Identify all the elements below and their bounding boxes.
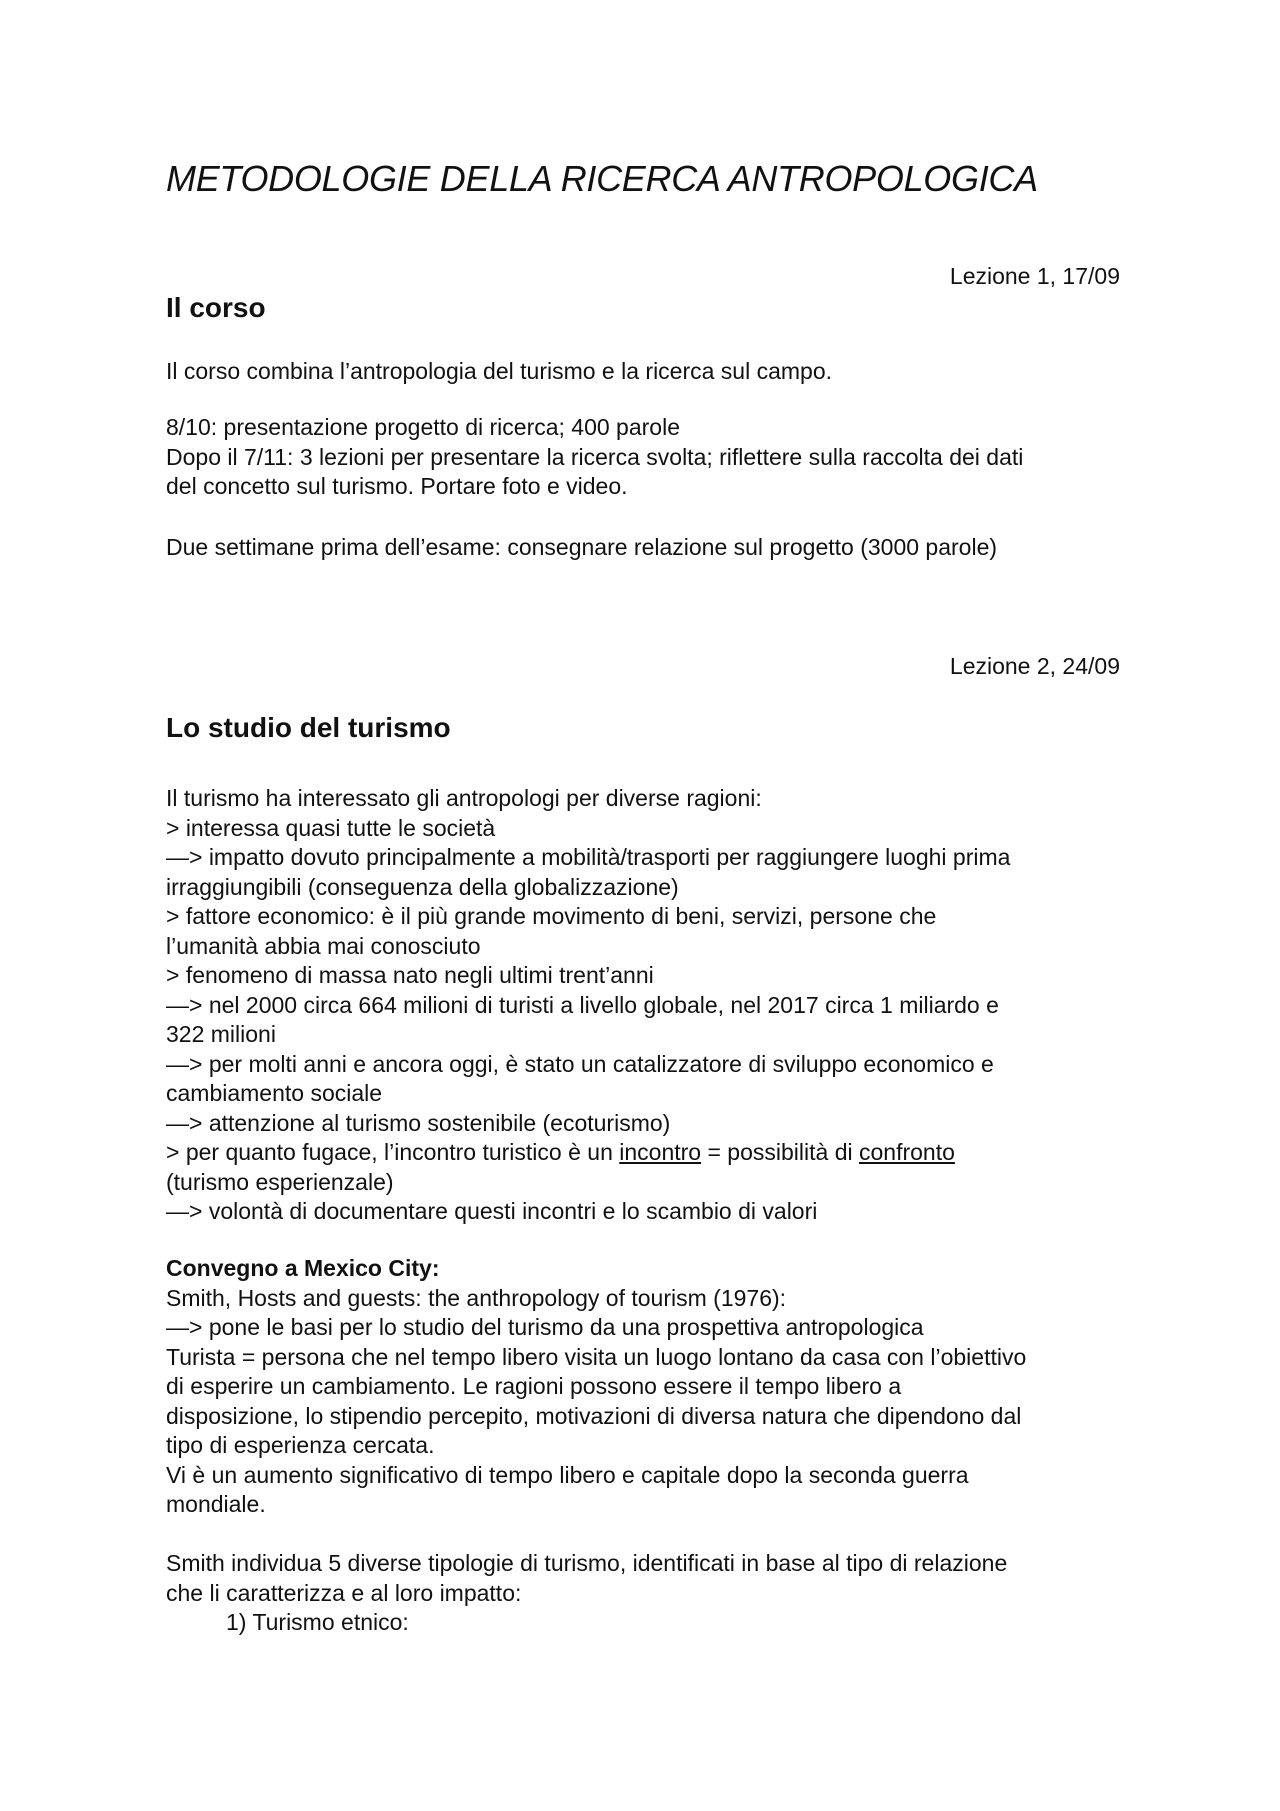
lesson-1-date: Lezione 1, 17/09: [949, 263, 1120, 289]
lesson-2-body: [166, 784, 1126, 1227]
paragraph-line: —> attenzione al turismo sostenibile (ecoturismo): [166, 1109, 671, 1136]
paragraph-line: Vi è un aumento significativo di tempo libero e capitale dopo la seconda guerra: [166, 1461, 969, 1488]
encounter-prefix: > per quanto fugace, l’incontro turistico è un: [166, 1139, 620, 1165]
underlined-word-confronto: confronto: [858, 1139, 955, 1165]
paragraph-line: Dopo il 7/11: 3 lezioni per presentare la ricerca svolta; riflettere sulla raccolta dei dati: [166, 443, 1024, 470]
paragraph-line: tipo di esperienza cercata.: [166, 1432, 435, 1458]
paragraph-line: —> impatto dovuto principalmente a mobilità/trasporti per raggiungere luoghi prima: [166, 844, 1011, 870]
paragraph-line: che li caratterizza e al loro impatto:: [166, 1579, 522, 1606]
paragraph-line: > fenomeno di massa nato negli ultimi trent’anni: [166, 962, 654, 988]
convention-section: [166, 1254, 1126, 1520]
list-item: 1) Turismo etnico:: [226, 1609, 409, 1635]
paragraph-line: Il corso combina l’antropologia del turismo e la ricerca sul campo.: [166, 358, 833, 384]
lesson-2-date: Lezione 2, 24/09: [949, 653, 1120, 679]
section-heading-il-corso: Il corso: [166, 292, 266, 323]
paragraph-line: irraggiungibili (conseguenza della globalizzazione): [166, 873, 679, 900]
paragraph-line: (turismo esperienzale): [166, 1168, 394, 1195]
paragraph-line: > fattore economico: è il più grande movimento di beni, servizi, persone che: [166, 903, 937, 929]
section-heading-studio-turismo: Lo studio del turismo: [166, 712, 451, 743]
paragraph-line: Due settimane prima dell’esame: consegnare relazione sul progetto (3000 parole): [166, 534, 998, 560]
paragraph-line: di esperire un cambiamento. Le ragioni possono essere il tempo libero a: [166, 1373, 902, 1399]
underlined-word-incontro: incontro: [619, 1139, 702, 1165]
paragraph-line: Turista = persona che nel tempo libero visita un luogo lontano da casa con l’obiettivo: [166, 1343, 1027, 1370]
paragraph-line: cambiamento sociale: [166, 1080, 383, 1106]
paragraph-line: Smith, Hosts and guests: the anthropology of tourism (1976):: [166, 1284, 787, 1311]
encounter-line: [166, 1138, 1126, 1168]
paragraph-line: —> nel 2000 circa 664 milioni di turisti a livello globale, nel 2017 circa 1 miliardo e: [166, 991, 999, 1018]
typologies-section: [166, 1549, 1126, 1638]
paragraph-line: Smith individua 5 diverse tipologie di turismo, identificati in base al tipo di relazione: [166, 1550, 1008, 1576]
paragraph-line: —> volontà di documentare questi incontri e lo scambio di valori: [166, 1198, 818, 1224]
paragraph-line: l’umanità abbia mai conosciuto: [166, 932, 481, 959]
convention-heading: Convegno a Mexico City:: [166, 1255, 440, 1281]
encounter-middle: = possibilità di: [701, 1139, 859, 1165]
paragraph-line: 322 milioni: [166, 1021, 276, 1047]
document-title: METODOLOGIE DELLA RICERCA ANTROPOLOGICA: [166, 158, 1038, 199]
paragraph-line: Il turismo ha interessato gli antropologi per diverse ragioni:: [166, 785, 762, 811]
paragraph-line: 8/10: presentazione progetto di ricerca; 400 parole: [166, 414, 680, 440]
lesson-1-deadline: [166, 533, 1126, 563]
lesson-1-intro: [166, 357, 1126, 387]
paragraph-line: —> per molti anni e ancora oggi, è stato un catalizzatore di sviluppo economico e: [166, 1050, 994, 1077]
paragraph-line: > interessa quasi tutte le società: [166, 814, 496, 841]
paragraph-line: mondiale.: [166, 1491, 266, 1517]
paragraph-line: —> pone le basi per lo studio del turismo da una prospettiva antropologica: [166, 1314, 924, 1340]
paragraph-line: del concetto sul turismo. Portare foto e video.: [166, 473, 628, 499]
lesson-1-schedule: [166, 413, 1126, 502]
paragraph-line: disposizione, lo stipendio percepito, motivazioni di diversa natura che dipendono dal: [166, 1402, 1022, 1429]
